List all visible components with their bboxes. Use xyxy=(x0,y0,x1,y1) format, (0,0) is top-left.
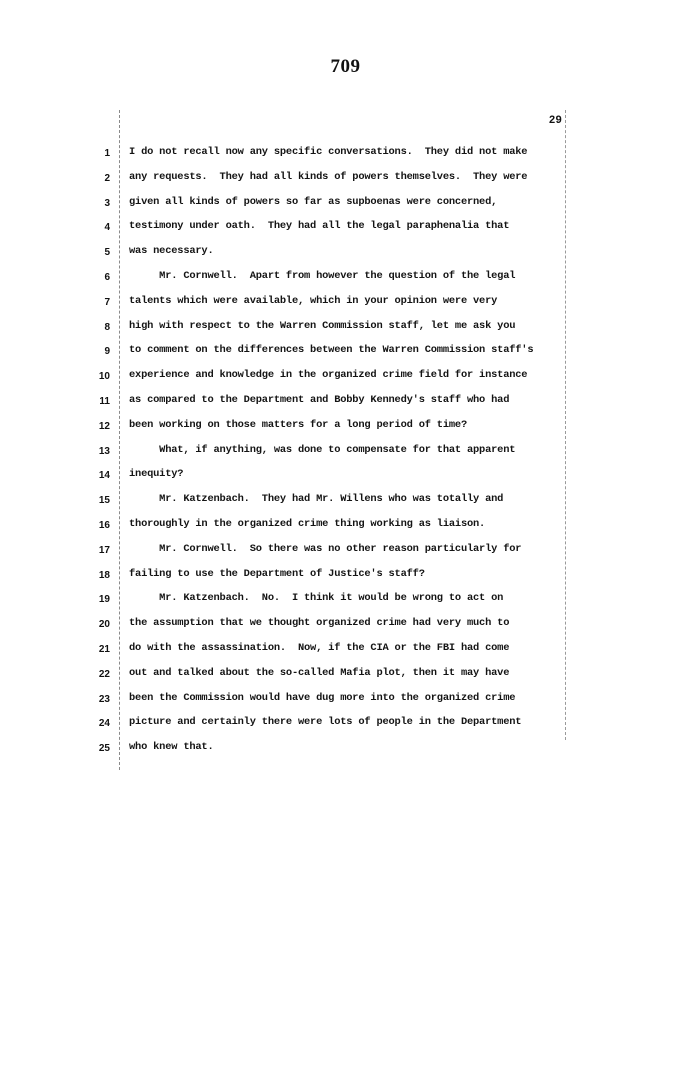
line-number: 2 xyxy=(104,172,110,184)
transcript-line xyxy=(0,591,691,616)
line-text: given all kinds of powers so far as supboenas were concerned, xyxy=(129,195,498,208)
line-number: 22 xyxy=(98,668,110,680)
transcript-line xyxy=(0,219,691,244)
line-text: was necessary. xyxy=(129,245,214,258)
transcript-line xyxy=(0,740,691,765)
transcript-line xyxy=(0,269,691,294)
transcript-line xyxy=(0,616,691,641)
line-number: 7 xyxy=(104,296,110,308)
line-number: 19 xyxy=(98,594,110,606)
transcript-line xyxy=(0,195,691,220)
transcript-line xyxy=(0,467,691,492)
line-number: 14 xyxy=(98,470,110,482)
line-text: who knew that. xyxy=(129,741,214,754)
transcript-line xyxy=(0,319,691,344)
transcript-line xyxy=(0,145,691,170)
line-text: I do not recall now any specific conversations. They did not make xyxy=(129,146,528,158)
line-text: failing to use the Department of Justice's staff? xyxy=(129,567,425,580)
transcript-line xyxy=(0,666,691,691)
transcript-line xyxy=(0,393,691,418)
transcript-line xyxy=(0,294,691,319)
transcript-line xyxy=(0,517,691,542)
line-number: 6 xyxy=(104,272,110,283)
transcript-line xyxy=(0,443,691,468)
line-number: 15 xyxy=(98,495,110,507)
line-number: 25 xyxy=(98,743,110,755)
line-number: 23 xyxy=(98,693,110,705)
line-text: Mr. Katzenbach. They had Mr. Willens who was totally and xyxy=(129,493,504,506)
line-text: to comment on the differences between the Warren Commission staff's xyxy=(129,344,534,357)
line-text: Mr. Cornwell. So there was no other reason particularly for xyxy=(129,542,522,555)
line-number: 20 xyxy=(98,619,110,631)
transcript-line xyxy=(0,715,691,740)
line-text: experience and knowledge in the organized crime field for instance xyxy=(129,369,528,382)
transcript-line xyxy=(0,567,691,592)
transcript-line xyxy=(0,542,691,567)
line-text: any requests. They had all kinds of powers themselves. They were xyxy=(129,170,528,183)
line-number: 8 xyxy=(104,321,110,333)
line-number: 11 xyxy=(99,396,110,407)
line-text: testimony under oath. They had all the legal paraphenalia that xyxy=(129,220,510,233)
line-text: thoroughly in the organized crime thing working as liaison. xyxy=(129,518,486,530)
line-number: 9 xyxy=(104,346,110,358)
transcript-line xyxy=(0,492,691,517)
transcript-line xyxy=(0,418,691,443)
line-text: picture and certainly there were lots of people in the Department xyxy=(129,716,522,729)
exhibit-page-number: 709 xyxy=(330,56,361,77)
line-text: the assumption that we thought organized crime had very much to xyxy=(129,617,510,630)
line-text: Mr. Cornwell. Apart from however the question of the legal xyxy=(129,270,516,282)
line-number: 10 xyxy=(98,371,110,383)
line-number: 1 xyxy=(104,148,110,159)
line-text: high with respect to the Warren Commission staff, let me ask you xyxy=(129,319,516,332)
line-text: Mr. Katzenbach. No. I think it would be wrong to act on xyxy=(129,592,504,605)
line-text: talents which were available, which in your opinion were very xyxy=(129,294,498,307)
line-number: 13 xyxy=(98,445,110,457)
line-text: out and talked about the so-called Mafia plot, then it may have xyxy=(129,666,510,679)
line-number: 12 xyxy=(98,420,110,432)
transcript-line xyxy=(0,170,691,195)
transcript-line xyxy=(0,641,691,666)
line-text: What, if anything, was done to compensate for that apparent xyxy=(129,443,516,456)
transcript-line xyxy=(0,343,691,368)
line-number: 5 xyxy=(104,247,110,259)
transcript-line xyxy=(0,244,691,269)
line-number: 17 xyxy=(98,544,110,556)
line-text: do with the assassination. Now, if the CIA or the FBI had come xyxy=(129,642,510,654)
transcript-page-number: 29 xyxy=(548,115,562,127)
line-text: been the Commission would have dug more into the organized crime xyxy=(129,691,516,704)
line-text: as compared to the Department and Bobby Kennedy's staff who had xyxy=(129,394,510,406)
line-number: 24 xyxy=(98,718,110,730)
line-number: 16 xyxy=(98,520,110,531)
transcript-line xyxy=(0,368,691,393)
line-number: 4 xyxy=(104,222,110,234)
line-number: 21 xyxy=(98,644,110,655)
line-number: 3 xyxy=(104,197,110,209)
line-text: inequity? xyxy=(129,468,184,481)
line-number: 18 xyxy=(98,569,110,581)
line-text: been working on those matters for a long period of time? xyxy=(129,418,467,431)
transcript-line xyxy=(0,691,691,716)
